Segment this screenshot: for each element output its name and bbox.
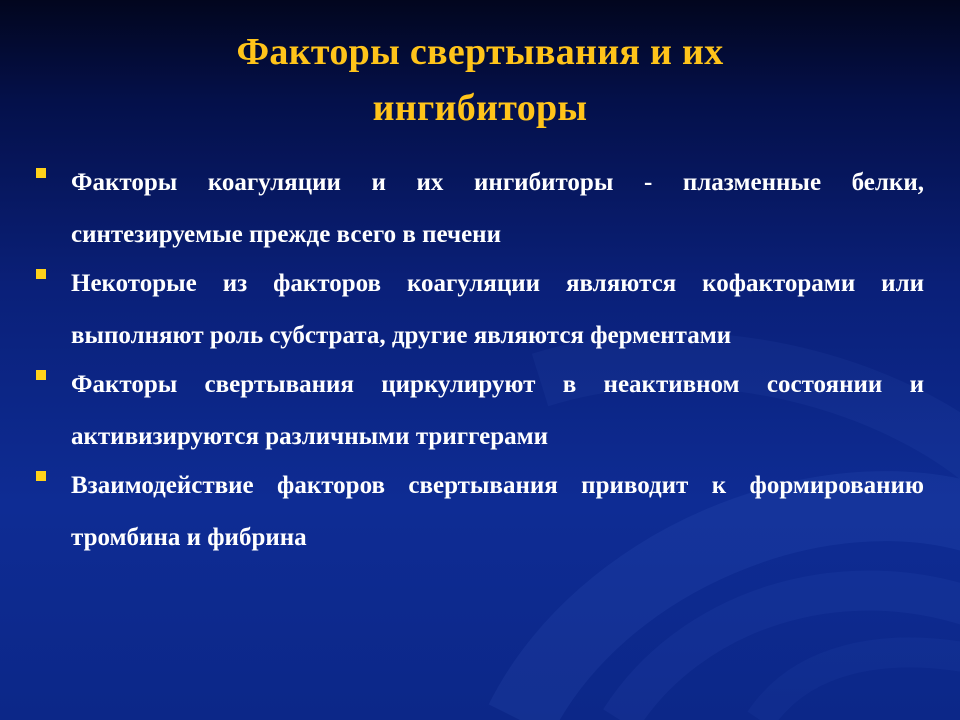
- slide-title-line-1: Факторы свертывания и их: [236, 31, 724, 73]
- bullet-text-3: Факторы свертывания циркулируют в неактивном состоянии и активизируются различными триггерами: [71, 371, 924, 450]
- square-bullet-icon: [36, 168, 46, 178]
- square-bullet-icon: [36, 471, 46, 481]
- bullet-text-4: Взаимодействие факторов свертывания приводит к формированию тромбина и фибрина: [71, 472, 924, 551]
- bullet-item-3: [36, 359, 924, 463]
- bullet-item-1: [36, 157, 924, 261]
- bullet-item-4: [36, 460, 924, 564]
- square-bullet-icon: [36, 269, 46, 279]
- slide-title: [80, 24, 880, 136]
- bullet-item-2: [36, 258, 924, 362]
- slide-title-line-2: ингибиторы: [372, 87, 588, 129]
- bullet-text-1: Факторы коагуляции и их ингибиторы - плазменные белки, синтезируемые прежде всего в печени: [71, 169, 924, 248]
- bullet-text-2: Некоторые из факторов коагуляции являются кофакторами или выполняют роль субстрата, другие являются ферментами: [71, 270, 924, 349]
- bullet-list: [36, 170, 924, 574]
- square-bullet-icon: [36, 370, 46, 380]
